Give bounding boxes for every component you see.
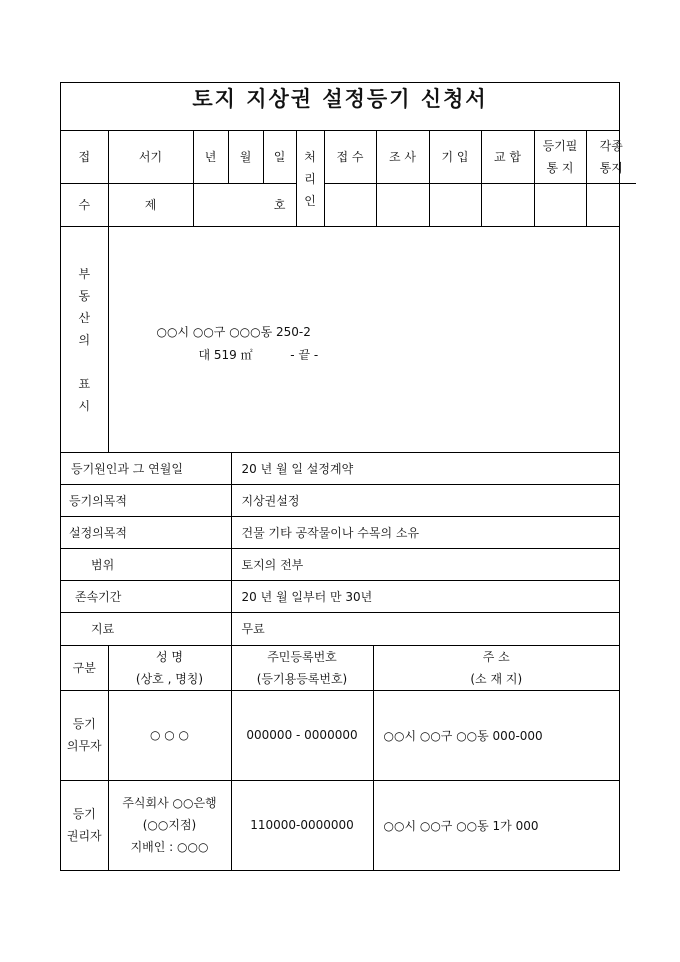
holder-id: 110000-0000000 [231, 780, 373, 870]
form-title-text: 토지 지상권 설정등기 신청서 [192, 86, 488, 111]
field-cause-value: 20 년 월 일 설정계약 [231, 453, 619, 485]
property-end-mark: - 끝 - [290, 348, 319, 362]
header-address-bottom: (소 재 지) [470, 671, 523, 686]
header-name [108, 645, 231, 690]
header-id-bottom: (등기용등록번호) [256, 671, 348, 686]
field-setting-purpose-value: 건물 기타 공작물이나 수목의 소유 [231, 517, 619, 549]
form-frame [60, 82, 623, 871]
field-scope-value: 토지의 전부 [231, 549, 619, 581]
holder-category-2: 권리자 [66, 829, 102, 843]
reception-number-prefix: 제 [108, 183, 193, 226]
parties-table [61, 645, 619, 871]
processing-label-3: 인 [304, 193, 316, 208]
obligor-id: 000000 - 0000000 [231, 690, 373, 780]
notice-various-1: 각종 [599, 138, 623, 153]
field-cause-label: 등기원인과 그 연월일 [61, 453, 231, 485]
step-investigation-stamp [376, 183, 429, 226]
reception-label-top: 접 [61, 131, 108, 183]
holder-address: ○○시 ○○구 ○○동 1가 000 [373, 780, 619, 870]
processing-label [296, 131, 324, 226]
obligor-address: ○○시 ○○구 ○○동 000-000 [373, 690, 619, 780]
property-label [61, 227, 108, 453]
header-id [231, 645, 373, 690]
processing-label-2: 리 [304, 171, 316, 186]
property-label-1: 부 [78, 266, 91, 281]
step-collation: 교 합 [481, 131, 534, 183]
obligor-category [61, 690, 108, 780]
registration-form [60, 82, 623, 871]
step-entry-stamp [429, 183, 481, 226]
property-area: 대 519 ㎡ [198, 348, 253, 362]
holder-category-1: 등기 [72, 807, 96, 821]
holder-name-1: 주식회사 ○○은행 [122, 796, 217, 810]
notice-various-stamp [586, 183, 636, 226]
form-title [61, 83, 619, 131]
field-purpose-value: 지상권설정 [231, 485, 619, 517]
fields-table [61, 452, 619, 645]
reception-date-year: 년 [193, 131, 228, 183]
property-area-line [199, 346, 319, 363]
obligor-category-2: 의무자 [66, 739, 102, 753]
holder-category [61, 780, 108, 870]
step-reception-stamp [324, 183, 376, 226]
field-rent-label: 지료 [61, 613, 231, 645]
header-address [373, 645, 619, 690]
field-purpose-label: 등기의목적 [61, 485, 231, 517]
step-reception: 접 수 [324, 131, 376, 183]
obligor-name: ○ ○ ○ [108, 690, 231, 780]
holder-name-2: (○○지점) [142, 818, 197, 832]
notice-registration-2: 통 지 [546, 160, 574, 175]
reception-date-year-era: 서기 [108, 131, 193, 183]
step-entry: 기 입 [429, 131, 481, 183]
holder-name [108, 780, 231, 870]
property-description [108, 227, 619, 453]
header-id-top: 주민등록번호 [267, 649, 337, 664]
property-label-5: 표 [78, 376, 91, 391]
field-setting-purpose-label: 설정의목적 [61, 517, 231, 549]
field-rent-value: 무료 [231, 613, 619, 645]
processing-label-1: 처 [304, 149, 316, 164]
obligor-category-1: 등기 [72, 717, 96, 731]
property-label-3: 산 [78, 310, 91, 325]
header-name-top: 성 명 [156, 649, 183, 664]
notice-registration [534, 131, 586, 183]
property-address: ○○시 ○○구 ○○○동 250-2 [156, 325, 311, 339]
notice-various-2: 통지 [599, 160, 623, 175]
holder-name-3: 지배인 : ○○○ [130, 840, 209, 854]
header-address-top: 주 소 [482, 649, 510, 664]
property-table [61, 226, 619, 452]
reception-label-bottom: 수 [61, 183, 108, 226]
step-collation-stamp [481, 183, 534, 226]
reception-date-month: 월 [228, 131, 263, 183]
header-name-bottom: (상호 , 명칭) [135, 671, 204, 686]
notice-registration-1: 등기필 [542, 138, 578, 153]
reception-date-day: 일 [263, 131, 296, 183]
field-scope-label: 범위 [61, 549, 231, 581]
property-label-2: 동 [78, 288, 91, 303]
notice-registration-stamp [534, 183, 586, 226]
reception-table [61, 131, 636, 226]
property-label-4: 의 [78, 332, 91, 347]
field-duration-value: 20 년 월 일부터 만 30년 [231, 581, 619, 613]
reception-number-suffix: 호 [193, 183, 296, 226]
property-label-6: 시 [78, 398, 91, 413]
step-investigation: 조 사 [376, 131, 429, 183]
header-category: 구분 [61, 645, 108, 690]
notice-various [586, 131, 636, 183]
property-label-gap [61, 351, 108, 373]
field-duration-label: 존속기간 [61, 581, 231, 613]
